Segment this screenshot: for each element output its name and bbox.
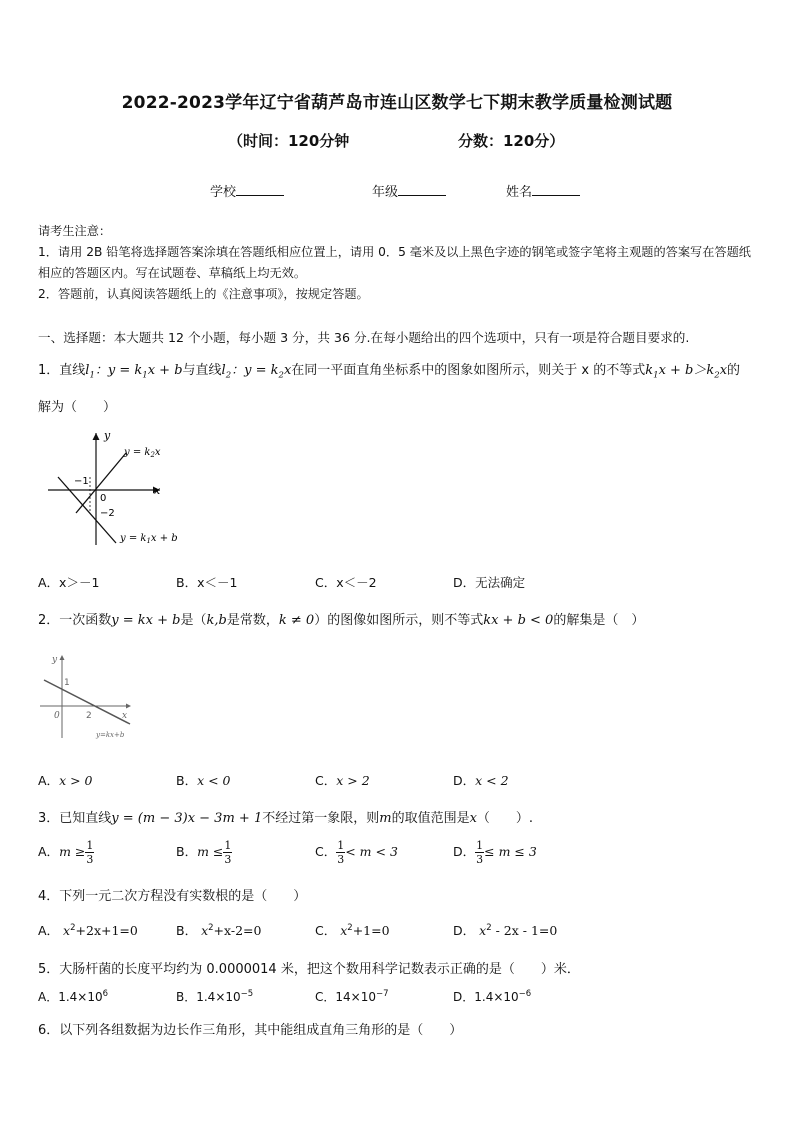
q5-option-a[interactable]: A．$1.4\times 10^6$: [38, 989, 109, 1004]
notice-heading: 请考生注意：: [38, 224, 112, 238]
question-1: [38, 359, 740, 381]
q3-option-b[interactable]: B．m ≤ $\frac{1}{3}$: [176, 839, 232, 866]
grade-field: [372, 181, 446, 200]
name-field: [506, 181, 580, 200]
q1-answer-prompt: 解为（ ）: [38, 400, 117, 415]
q5-option-c[interactable]: C．$14\times 10^{-7}$: [315, 989, 389, 1004]
q1-option-b[interactable]: B．x＜－1: [176, 575, 238, 590]
question-4: 4．下列一元二次方程没有实数根的是（ ）: [38, 889, 307, 904]
q1-line2-name: $l_2$: [221, 363, 232, 381]
school-field: [210, 181, 284, 200]
q1-text-2: 与直线: [182, 363, 222, 378]
exam-time: （时间：120分钟: [228, 132, 350, 150]
q4-option-c[interactable]: C． $x^2+1=0$: [315, 922, 390, 938]
exam-score: 分数：120分）: [458, 132, 565, 150]
q2-line-label: y=kx+b: [96, 731, 125, 739]
q2-graph: [38, 650, 138, 742]
q1-origin: 0: [100, 493, 107, 504]
q1-y-label: y: [104, 429, 111, 442]
q1-text-4: 的: [727, 363, 741, 378]
q1-line1-eq: ：$y = k_1x + b$: [94, 363, 183, 381]
grade-label: 年级: [372, 185, 399, 200]
q2-option-c[interactable]: C．x > 2: [315, 773, 370, 788]
q1-line1-name: $l_1$: [85, 363, 95, 381]
name-blank: [532, 183, 580, 196]
q2-x-label: x: [122, 711, 128, 721]
q2-function: y = kx + b: [111, 613, 181, 628]
question-5: 5．大肠杆菌的长度平均约为 0.0000014 米，把这个数用科学记数表示正确的是（ ）米．: [38, 962, 580, 977]
q2-inequality: kx + b < 0: [483, 613, 554, 628]
q1-x-label: x: [154, 484, 161, 497]
notice-item-1: 1．请用 2B 铅笔将选择题答案涂填在答题纸相应位置上，请用 0．5 毫米及以上黑色字迹的钢笔或签字笔将主观题的答案写在答题纸相应的答题区内。写在试题卷、草稿纸上均无效。: [38, 245, 751, 280]
school-blank: [236, 183, 284, 196]
q1-text-3: 在同一平面直角坐标系中的图象如图所示，则关于 x 的不等式: [291, 363, 646, 378]
q5-option-b[interactable]: B．$1.4\times 10^{-5}$: [176, 989, 254, 1004]
page-title: 2022-2023学年辽宁省葫芦岛市连山区数学七下期末教学质量检测试题: [121, 93, 673, 113]
q2-y-label: y: [52, 655, 58, 665]
grade-blank: [398, 183, 446, 196]
q1-minus2-label: −2: [100, 508, 115, 519]
q1-line-l1-label: $y = k_1x + b$: [120, 533, 178, 545]
q4-option-b[interactable]: B． $x^2+x-2=0$: [176, 922, 262, 938]
q1-option-a[interactable]: A．x＞－1: [38, 575, 100, 590]
q3-option-a[interactable]: A．m ≥ $\frac{1}{3}$: [38, 839, 94, 866]
q3-line-eq: y = (m − 3)x − 3m + 1: [111, 811, 263, 826]
q5-option-d[interactable]: D．$1.4\times 10^{-6}$: [453, 989, 532, 1004]
q1-inequality: $k_1x + b>k_2x$: [645, 363, 728, 381]
q2-option-a[interactable]: A．x > 0: [38, 773, 93, 788]
question-3: 3．已知直线y = (m − 3)x − 3m + 1不经过第一象限，则m的取值范围是x（ ）.: [38, 811, 534, 826]
q1-text-1: 直线: [59, 363, 86, 378]
q2-origin: 0: [54, 711, 60, 721]
q1-minus1-label: −1: [74, 476, 89, 487]
q3-option-c[interactable]: C． $\frac{1}{3}$ < m < 3: [315, 839, 398, 866]
q4-option-d[interactable]: D． $x^2 - 2x - 1=0$: [453, 922, 558, 938]
q1-line-l2-label: $y = k_2x$: [124, 447, 161, 459]
q4-option-a[interactable]: A． $x^2+2x+1=0$: [38, 922, 138, 938]
q1-line2-eq: ：$y = k_2x$: [231, 363, 292, 381]
q3-option-d[interactable]: D． $\frac{1}{3}$ ≤ m ≤ 3: [453, 839, 537, 866]
q2-option-b[interactable]: B．x < 0: [176, 773, 231, 788]
section-heading: 一、选择题：本大题共 12 个小题，每小题 3 分，共 36 分.在每小题给出的四个选项中，只有一项是符合题目要求的.: [38, 330, 690, 345]
q2-intercept-label: 1: [64, 678, 70, 688]
question-2: 2．一次函数y = kx + b是（k,b是常数，k ≠ 0）的图像如图所示，则不等式kx + b < 0的解集是（ ）: [38, 613, 645, 628]
question-6: 6．以下列各组数据为边长作三角形，其中能组成直角三角形的是（ ）: [38, 1023, 463, 1038]
q2-option-d[interactable]: D．x < 2: [453, 773, 509, 788]
q2-root-label: 2: [86, 711, 92, 721]
notice-item-2: 2．答题前，认真阅读答题纸上的《注意事项》，按规定答题。: [38, 287, 369, 301]
q1-option-c[interactable]: C．x＜－2: [315, 575, 377, 590]
q1-option-d[interactable]: D．无法确定: [453, 575, 526, 590]
name-label: 姓名: [506, 185, 533, 200]
school-label: 学校: [210, 185, 237, 200]
q1-number: 1．: [38, 363, 60, 378]
notice-block: [38, 221, 760, 305]
q1-graph: [40, 425, 200, 553]
